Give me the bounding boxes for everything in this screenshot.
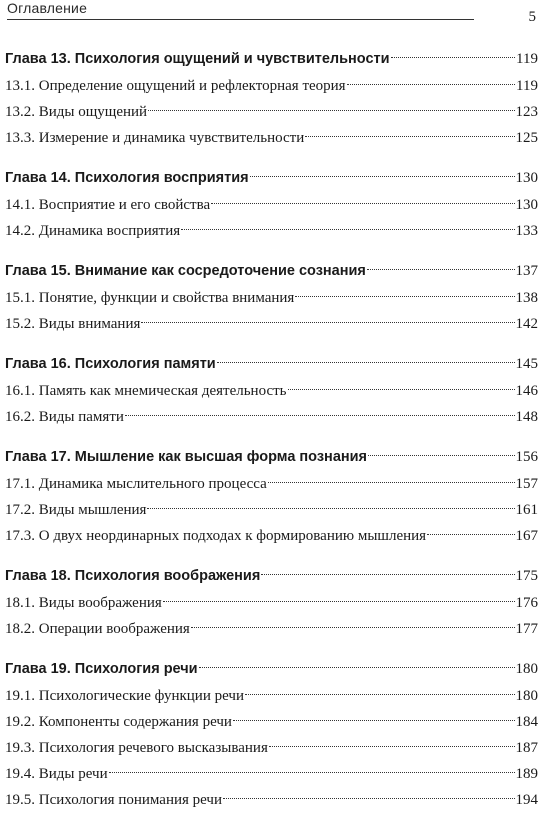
section-title: 13.2. Виды ощущений — [5, 104, 148, 120]
section-page-number: 138 — [515, 290, 538, 306]
toc-section-entry — [5, 787, 538, 813]
chapter-title: Глава 19. Психология речи — [5, 661, 198, 677]
section-title: 17.1. Динамика мыслительного процесса — [5, 476, 267, 492]
dot-leader — [217, 362, 515, 363]
section-page-number: 167 — [515, 528, 538, 544]
toc-section-entry — [5, 311, 538, 337]
section-page-number: 119 — [516, 78, 538, 94]
chapter-page-number: 156 — [515, 449, 538, 465]
toc-section-entry — [5, 590, 538, 616]
chapter-title: Глава 15. Внимание как сосредоточение сознания — [5, 263, 366, 279]
toc-chapter-heading — [5, 165, 538, 191]
section-title: 15.1. Понятие, функции и свойства внимания — [5, 290, 295, 306]
section-title: 16.1. Память как мнемическая деятельность — [5, 383, 287, 399]
section-title: 13.3. Измерение и динамика чувствительности — [5, 130, 305, 146]
section-page-number: 177 — [515, 621, 538, 637]
chapter-page-number: 130 — [515, 170, 538, 186]
toc-chapter — [5, 444, 538, 549]
toc-section-entry — [5, 218, 538, 244]
dot-leader — [305, 136, 514, 137]
toc-section-entry — [5, 73, 538, 99]
dot-leader — [199, 667, 515, 668]
section-page-number: 142 — [515, 316, 538, 332]
dot-leader — [367, 269, 515, 270]
dot-leader — [245, 694, 515, 695]
section-page-number: 194 — [515, 792, 538, 808]
section-page-number: 157 — [515, 476, 538, 492]
dot-leader — [391, 57, 516, 58]
toc-section-entry — [5, 471, 538, 497]
header-rule — [7, 19, 474, 20]
chapter-page-number: 145 — [515, 356, 538, 372]
toc-section-entry — [5, 709, 538, 735]
dot-leader — [347, 84, 515, 85]
section-page-number: 130 — [515, 197, 538, 213]
table-of-contents — [5, 46, 538, 827]
dot-leader — [268, 482, 515, 483]
dot-leader — [181, 229, 514, 230]
section-page-number: 184 — [515, 714, 538, 730]
toc-chapter-heading — [5, 351, 538, 377]
toc-chapter — [5, 351, 538, 430]
toc-chapter-heading — [5, 258, 538, 284]
section-page-number: 176 — [515, 595, 538, 611]
section-page-number: 161 — [515, 502, 538, 518]
toc-section-entry — [5, 378, 538, 404]
dot-leader — [261, 574, 514, 575]
dot-leader — [109, 772, 515, 773]
toc-chapter-heading — [5, 656, 538, 682]
dot-leader — [163, 601, 515, 602]
chapter-page-number: 119 — [516, 51, 538, 67]
chapter-title: Глава 14. Психология восприятия — [5, 170, 249, 186]
dot-leader — [368, 455, 514, 456]
chapter-title: Глава 17. Мышление как высшая форма познания — [5, 449, 368, 465]
chapter-page-number: 175 — [515, 568, 538, 584]
section-title: 17.2. Виды мышления — [5, 502, 147, 518]
dot-leader — [250, 176, 515, 177]
section-title: 19.4. Виды речи — [5, 766, 108, 782]
section-title: 17.3. О двух неординарных подходах к формированию мышления — [5, 528, 427, 544]
section-title: 16.2. Виды памяти — [5, 409, 124, 425]
dot-leader — [125, 415, 515, 416]
toc-section-entry — [5, 616, 538, 642]
section-page-number: 125 — [515, 130, 538, 146]
toc-section-entry — [5, 99, 538, 125]
toc-chapter-heading — [5, 46, 538, 72]
toc-section-entry — [5, 735, 538, 761]
toc-chapter — [5, 46, 538, 151]
toc-section-entry — [5, 285, 538, 311]
dot-leader — [191, 627, 515, 628]
toc-chapter — [5, 656, 538, 813]
toc-chapter — [5, 563, 538, 642]
dot-leader — [147, 508, 514, 509]
toc-section-entry — [5, 125, 538, 151]
dot-leader — [295, 296, 514, 297]
section-page-number: 180 — [515, 688, 538, 704]
section-title: 14.1. Восприятие и его свойства — [5, 197, 211, 213]
dot-leader — [427, 534, 514, 535]
toc-section-entry — [5, 497, 538, 523]
section-page-number: 148 — [515, 409, 538, 425]
toc-section-entry — [5, 761, 538, 787]
dot-leader — [148, 110, 514, 111]
chapter-page-number: 137 — [515, 263, 538, 279]
section-title: 18.1. Виды воображения — [5, 595, 162, 611]
toc-section-entry — [5, 683, 538, 709]
section-title: 19.2. Компоненты содержания речи — [5, 714, 232, 730]
section-title: 19.5. Психология понимания речи — [5, 792, 223, 808]
toc-section-entry — [5, 404, 538, 430]
section-title: 19.3. Психология речевого высказывания — [5, 740, 268, 756]
section-page-number: 123 — [515, 104, 538, 120]
section-title: 18.2. Операции воображения — [5, 621, 190, 637]
toc-section-entry — [5, 523, 538, 549]
dot-leader — [269, 746, 515, 747]
toc-chapter-heading — [5, 563, 538, 589]
section-page-number: 146 — [515, 383, 538, 399]
chapter-page-number: 180 — [515, 661, 538, 677]
dot-leader — [211, 203, 514, 204]
chapter-title: Глава 13. Психология ощущений и чувствительности — [5, 51, 390, 67]
running-head: Оглавление — [7, 0, 88, 16]
section-page-number: 187 — [515, 740, 538, 756]
dot-leader — [223, 798, 514, 799]
dot-leader — [233, 720, 515, 721]
toc-chapter — [5, 165, 538, 244]
section-page-number: 189 — [515, 766, 538, 782]
section-title: 19.1. Психологические функции речи — [5, 688, 244, 704]
chapter-title: Глава 18. Психология воображения — [5, 568, 261, 584]
dot-leader — [141, 322, 514, 323]
chapter-title: Глава 16. Психология памяти — [5, 356, 216, 372]
section-title: 13.1. Определение ощущений и рефлекторная теория — [5, 78, 346, 94]
page-number: 5 — [528, 9, 536, 25]
section-page-number: 133 — [515, 223, 538, 239]
dot-leader — [288, 389, 515, 390]
toc-section-entry — [5, 192, 538, 218]
section-title: 14.2. Динамика восприятия — [5, 223, 181, 239]
section-title: 15.2. Виды внимания — [5, 316, 141, 332]
toc-chapter-heading — [5, 444, 538, 470]
toc-chapter — [5, 258, 538, 337]
